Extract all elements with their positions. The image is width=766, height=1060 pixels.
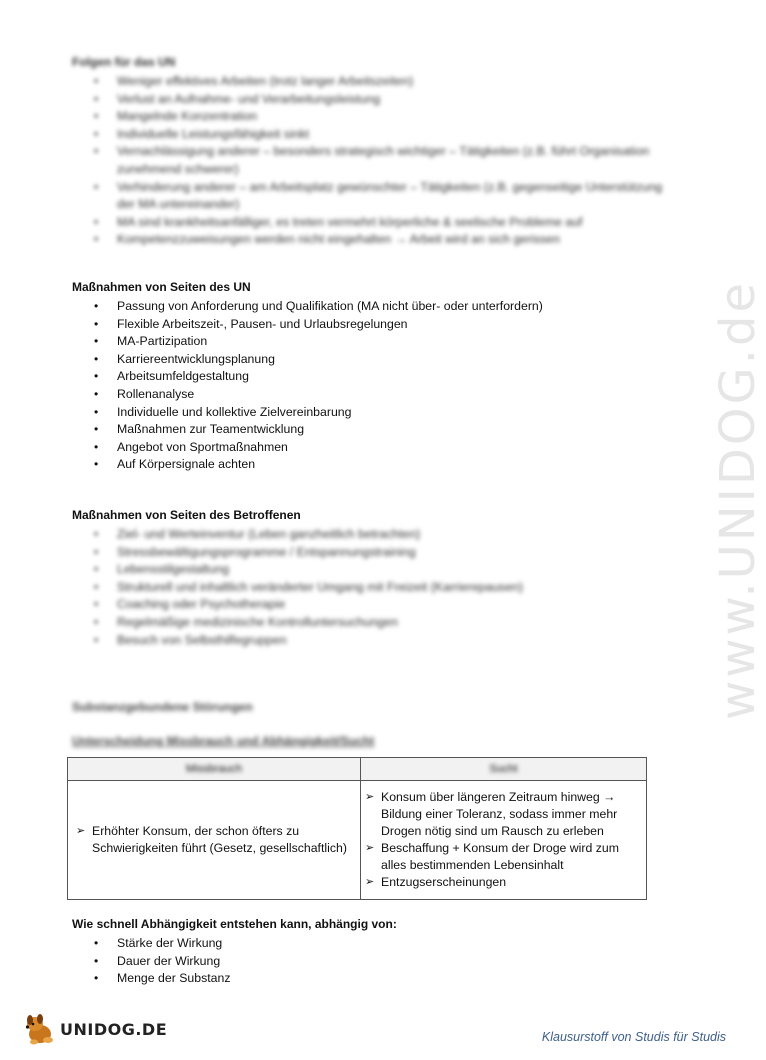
- section-heading: Folgen für das UN: [72, 55, 176, 69]
- table-header-cell: Missbrauch: [68, 758, 361, 781]
- list-item: • Kompetenzzuweisungen werden nicht eingehalten → Arbeit wird an sich gerissen: [72, 231, 682, 249]
- table-cell: [361, 781, 647, 900]
- list-item: • Flexible Arbeitszeit-, Pausen- und Urlaubsregelungen: [72, 316, 682, 334]
- list-item: • Verhinderung anderer – am Arbeitsplatz gewünschter – Tätigkeiten (z.B. gegenseitige Unterstützung der MA untereinander): [72, 179, 682, 214]
- arrow-list-item: ➢ Konsum über längeren Zeitraum hinweg → Bildung einer Toleranz, sodass immer mehr Drogen nötig sind um Rausch zu erleben: [365, 789, 640, 840]
- section-heading: Wie schnell Abhängigkeit entstehen kann, abhängig von:: [72, 917, 397, 931]
- list-item: • Vernachlässigung anderer – besonders strategisch wichtiger – Tätigkeiten (z.B. führt Organisation zunehmend schwerer): [72, 143, 682, 178]
- list-item: • Strukturell und inhaltlich veränderter Umgang mit Freizeit (Karrierepausen): [72, 579, 682, 597]
- arrow-list-item: ➢ Beschaffung + Konsum der Droge wird zum alles bestimmenden Lebensinhalt: [365, 840, 640, 874]
- table-cell: [68, 781, 361, 900]
- list-item: • Stressbewältigungsprogramme / Entspannungstraining: [72, 544, 682, 562]
- section-subheading: Unterscheidung Missbrauch und Abhängigkeit/Sucht: [72, 734, 375, 748]
- list-item: • Karriereentwicklungsplanung: [72, 351, 682, 369]
- list-item: • Mangelnde Konzentration: [72, 108, 682, 126]
- section-massnahmen-un: [72, 279, 682, 474]
- logo-text: UNIDOG.DE: [60, 1019, 168, 1039]
- list-item: • Stärke der Wirkung: [72, 935, 682, 953]
- section-heading: Maßnahmen von Seiten des Betroffenen: [72, 508, 301, 522]
- list-item: • Rollenanalyse: [72, 386, 682, 404]
- table-header-row: [68, 758, 647, 781]
- list-item: • Maßnahmen zur Teamentwicklung: [72, 421, 682, 439]
- bullet-list: [72, 298, 682, 474]
- arrow-list-item: ➢ Erhöhter Konsum, der schon öfters zu Schwierigkeiten führt (Gesetz, gesellschaftlich): [76, 823, 354, 857]
- list-item: • Besuch von Selbsthilfegruppen: [72, 632, 682, 650]
- list-item: • Passung von Anforderung und Qualifikation (MA nicht über- oder unterfordern): [72, 298, 682, 316]
- watermark: www.UNIDOG.de: [710, 279, 766, 720]
- arrow-list-item: ➢ Entzugserscheinungen: [365, 874, 640, 891]
- section-heading: Substanzgebundene Störungen: [72, 700, 253, 714]
- list-item: • Angebot von Sportmaßnahmen: [72, 439, 682, 457]
- table-header-cell: Sucht: [361, 758, 647, 781]
- list-item: • MA-Partizipation: [72, 333, 682, 351]
- list-item: • Arbeitsumfeldgestaltung: [72, 368, 682, 386]
- footer-tagline: Klausurstoff von Studis für Studis: [541, 1030, 726, 1044]
- list-item: • Menge der Substanz: [72, 970, 682, 988]
- section-substanz-sub: [72, 733, 682, 752]
- list-item: • Dauer der Wirkung: [72, 953, 682, 971]
- list-item: • Verlust an Aufnahme- und Verarbeitungsleistung: [72, 91, 682, 109]
- section-substanz: [72, 699, 682, 718]
- section-abhaengigkeit: [72, 916, 682, 988]
- list-item: • Ziel- und Werteinventur (Leben ganzheitlich betrachten): [72, 526, 682, 544]
- section-heading: Maßnahmen von Seiten des UN: [72, 280, 251, 294]
- section-folgen: [72, 54, 682, 249]
- bullet-list: [72, 935, 682, 988]
- list-item: • Regelmäßige medizinische Kontrolluntersuchungen: [72, 614, 682, 632]
- table-row: [68, 781, 647, 900]
- list-item: • Coaching oder Psychotherapie: [72, 596, 682, 614]
- bullet-list: [72, 526, 682, 649]
- list-item: • Weniger effektives Arbeiten (trotz langer Arbeitszeiten): [72, 73, 682, 91]
- list-item: • Individuelle Leistungsfähigkeit sinkt: [72, 126, 682, 144]
- unidog-logo[interactable]: [22, 1012, 167, 1046]
- list-item: • MA sind krankheitsanfälliger, es treten vermehrt körperliche & seelische Probleme auf: [72, 214, 682, 232]
- list-item: • Auf Körpersignale achten: [72, 456, 682, 474]
- list-item: • Individuelle und kollektive Zielvereinbarung: [72, 404, 682, 422]
- list-item: • Lebensstilgestaltung: [72, 561, 682, 579]
- comparison-table: [67, 757, 647, 900]
- section-massnahmen-betroffene: [72, 507, 682, 649]
- bullet-list: [72, 73, 682, 249]
- dog-icon: [22, 1012, 58, 1046]
